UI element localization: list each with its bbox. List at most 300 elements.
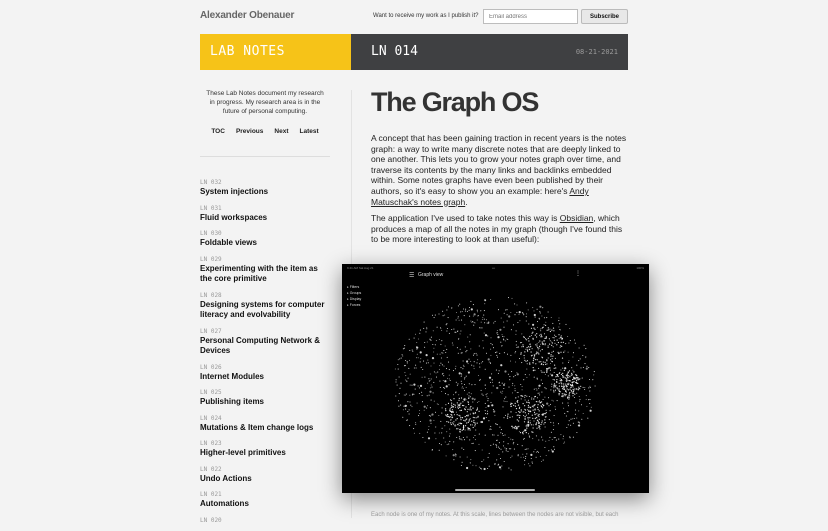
graph-node bbox=[512, 385, 513, 386]
note-title[interactable]: Fluid workspaces bbox=[200, 212, 268, 222]
graph-node bbox=[535, 363, 536, 364]
graph-node bbox=[561, 386, 562, 387]
graph-node bbox=[539, 393, 540, 394]
graph-node bbox=[490, 299, 491, 300]
graph-node bbox=[489, 377, 491, 379]
note-title[interactable]: Foldable views bbox=[200, 238, 257, 247]
graph-node bbox=[528, 323, 529, 324]
graph-node bbox=[449, 441, 450, 442]
graph-node bbox=[536, 333, 537, 334]
graph-node bbox=[446, 385, 448, 387]
divider bbox=[200, 156, 330, 157]
andy-matuschak-link[interactable]: Andy Matuschak's notes graph bbox=[371, 185, 589, 207]
graph-node bbox=[553, 330, 554, 331]
graph-node bbox=[459, 398, 460, 399]
graph-node bbox=[471, 365, 472, 366]
graph-node bbox=[482, 361, 483, 362]
graph-node bbox=[538, 388, 539, 389]
graph-node bbox=[499, 353, 500, 354]
graph-node bbox=[464, 408, 465, 409]
graph-node bbox=[428, 378, 429, 379]
graph-node bbox=[445, 441, 446, 442]
graph-node bbox=[455, 453, 456, 454]
graph-node bbox=[473, 355, 474, 356]
graph-node bbox=[442, 364, 443, 365]
graph-node bbox=[483, 459, 484, 460]
graph-view-title: Graph view bbox=[418, 272, 444, 278]
graph-node bbox=[459, 407, 460, 408]
graph-node bbox=[451, 407, 452, 408]
graph-node bbox=[566, 394, 567, 395]
graph-node bbox=[460, 403, 461, 404]
graph-node bbox=[589, 386, 590, 387]
graph-node bbox=[520, 457, 521, 458]
graph-node bbox=[580, 386, 581, 387]
graph-node bbox=[538, 349, 539, 350]
graph-node bbox=[545, 344, 546, 345]
graph-node bbox=[447, 416, 448, 417]
graph-node bbox=[497, 334, 498, 335]
latest-link[interactable]: Latest bbox=[299, 128, 319, 135]
graph-node bbox=[488, 457, 489, 458]
graph-node bbox=[453, 421, 454, 422]
list-item[interactable] bbox=[200, 255, 330, 285]
graph-node bbox=[534, 412, 535, 413]
graph-node bbox=[540, 312, 541, 313]
graph-node bbox=[533, 370, 534, 371]
graph-node bbox=[512, 383, 513, 384]
graph-node bbox=[472, 465, 473, 466]
site-brand[interactable]: Alexander Obenauer bbox=[200, 10, 295, 21]
graph-node bbox=[457, 383, 458, 384]
graph-node bbox=[528, 411, 529, 412]
graph-node bbox=[591, 407, 592, 408]
graph-node bbox=[528, 346, 529, 347]
graph-node bbox=[538, 353, 539, 354]
graph-node bbox=[523, 314, 524, 315]
list-item[interactable] bbox=[200, 414, 330, 434]
list-item[interactable] bbox=[200, 516, 330, 525]
graph-node bbox=[423, 328, 424, 329]
graph-node bbox=[537, 352, 538, 353]
graph-node bbox=[462, 401, 463, 402]
note-title[interactable]: Designing systems for computer literacy and evolvability bbox=[200, 299, 325, 319]
graph-node bbox=[487, 413, 488, 414]
graph-node bbox=[549, 338, 550, 339]
graph-node bbox=[561, 383, 562, 384]
graph-node bbox=[569, 393, 570, 394]
graph-node bbox=[453, 404, 454, 405]
graph-node bbox=[532, 332, 533, 333]
graph-node bbox=[482, 317, 483, 318]
graph-node bbox=[441, 340, 442, 341]
graph-node bbox=[586, 368, 588, 370]
graph-node bbox=[431, 378, 432, 379]
graph-node bbox=[554, 449, 555, 450]
list-item[interactable] bbox=[200, 363, 330, 383]
graph-node bbox=[496, 370, 497, 371]
graph-node bbox=[459, 405, 460, 406]
graph-node bbox=[559, 383, 560, 384]
graph-node bbox=[539, 414, 540, 415]
note-title[interactable]: Publishing items bbox=[200, 397, 265, 406]
list-item[interactable] bbox=[200, 327, 330, 357]
graph-node bbox=[513, 324, 514, 325]
graph-node bbox=[501, 465, 502, 466]
graph-node bbox=[576, 365, 577, 366]
graph-node bbox=[537, 309, 538, 310]
graph-node bbox=[517, 415, 518, 416]
note-title[interactable]: Automations bbox=[200, 499, 249, 508]
graph-node bbox=[560, 369, 561, 370]
graph-node bbox=[465, 425, 466, 426]
graph-node bbox=[398, 369, 399, 370]
graph-node bbox=[528, 309, 529, 310]
graph-node bbox=[537, 359, 538, 360]
graph-node bbox=[445, 410, 446, 411]
graph-node bbox=[395, 381, 396, 382]
graph-node bbox=[540, 344, 541, 345]
graph-node bbox=[415, 422, 416, 423]
graph-node bbox=[574, 394, 575, 395]
graph-node bbox=[529, 417, 530, 418]
graph-node bbox=[516, 408, 517, 409]
graph-node bbox=[534, 329, 535, 330]
graph-node bbox=[533, 367, 534, 368]
graph-node bbox=[456, 382, 457, 383]
graph-node bbox=[409, 360, 410, 361]
graph-node bbox=[492, 382, 493, 383]
graph-node bbox=[522, 454, 523, 455]
graph-node bbox=[461, 410, 462, 411]
graph-node bbox=[577, 383, 578, 384]
graph-node bbox=[508, 297, 509, 298]
graph-node bbox=[458, 415, 459, 416]
graph-node bbox=[485, 388, 486, 389]
graph-node bbox=[458, 400, 459, 401]
graph-node bbox=[472, 408, 473, 409]
graph-node bbox=[537, 327, 538, 328]
list-item[interactable] bbox=[200, 178, 330, 198]
graph-node bbox=[525, 361, 526, 362]
graph-node bbox=[533, 398, 534, 399]
next-link[interactable]: Next bbox=[274, 128, 289, 135]
graph-node bbox=[526, 377, 527, 378]
graph-node bbox=[568, 383, 569, 384]
graph-node bbox=[472, 424, 473, 425]
graph-node bbox=[495, 352, 496, 353]
graph-node bbox=[571, 390, 572, 391]
graph-node bbox=[399, 358, 400, 359]
graph-node bbox=[548, 368, 549, 369]
graph-node bbox=[525, 418, 526, 419]
graph-node bbox=[546, 410, 547, 411]
graph-node bbox=[468, 429, 469, 430]
graph-node bbox=[507, 339, 508, 340]
graph-node bbox=[436, 377, 437, 378]
graph-nodes bbox=[342, 264, 649, 493]
graph-node bbox=[474, 368, 475, 369]
graph-node bbox=[487, 411, 488, 412]
graph-node bbox=[533, 420, 534, 421]
graph-node bbox=[575, 414, 576, 415]
graph-node bbox=[410, 405, 411, 406]
graph-node bbox=[558, 317, 559, 318]
email-field[interactable] bbox=[483, 9, 578, 24]
graph-node bbox=[541, 335, 542, 336]
note-number: LN 021 bbox=[200, 491, 222, 498]
graph-node bbox=[586, 366, 587, 367]
graph-node bbox=[531, 424, 532, 425]
list-item[interactable] bbox=[200, 465, 330, 485]
graph-node bbox=[516, 412, 517, 413]
graph-node bbox=[503, 384, 505, 386]
graph-node bbox=[568, 405, 569, 406]
graph-node bbox=[535, 414, 536, 415]
graph-node bbox=[564, 386, 565, 387]
graph-node bbox=[539, 426, 540, 427]
graph-node bbox=[558, 353, 559, 354]
graph-node bbox=[495, 321, 496, 322]
graph-node bbox=[399, 376, 400, 377]
graph-node bbox=[568, 360, 569, 361]
graph-node bbox=[472, 398, 474, 400]
graph-node bbox=[428, 429, 429, 430]
graph-node bbox=[535, 359, 536, 360]
graph-node bbox=[408, 368, 409, 369]
graph-node bbox=[545, 343, 546, 344]
graph-node bbox=[573, 377, 574, 378]
graph-node bbox=[538, 426, 539, 427]
graph-node bbox=[564, 370, 565, 371]
note-list bbox=[200, 178, 330, 531]
graph-node bbox=[469, 419, 470, 420]
lab-notes-banner[interactable] bbox=[200, 34, 351, 70]
note-number: LN 032 bbox=[200, 179, 222, 186]
graph-node bbox=[573, 371, 574, 372]
list-item[interactable] bbox=[200, 439, 330, 459]
graph-node bbox=[420, 358, 421, 359]
graph-node bbox=[416, 347, 418, 349]
graph-node bbox=[559, 373, 560, 374]
graph-node bbox=[562, 395, 563, 396]
subscribe-button[interactable]: Subscribe bbox=[581, 9, 628, 24]
graph-node bbox=[447, 357, 448, 358]
note-title[interactable]: System injections bbox=[200, 187, 269, 196]
graph-node bbox=[550, 410, 551, 411]
graph-node bbox=[428, 362, 429, 363]
graph-node bbox=[418, 415, 419, 416]
graph-node bbox=[443, 315, 444, 316]
note-title[interactable]: Mutations & Item change logs bbox=[200, 422, 314, 432]
graph-node bbox=[418, 385, 419, 386]
graph-node bbox=[565, 384, 566, 385]
graph-node bbox=[438, 415, 439, 416]
page-title: The Graph OS bbox=[371, 87, 539, 117]
graph-node bbox=[483, 395, 484, 396]
graph-node bbox=[445, 404, 446, 405]
list-item[interactable] bbox=[200, 291, 330, 321]
graph-node bbox=[499, 442, 500, 443]
graph-node bbox=[442, 311, 443, 312]
note-title[interactable]: Undo Actions bbox=[200, 473, 252, 483]
graph-node bbox=[505, 309, 506, 310]
graph-node bbox=[544, 397, 545, 398]
graph-node bbox=[558, 390, 559, 391]
graph-node bbox=[450, 411, 451, 412]
graph-node bbox=[549, 419, 550, 420]
list-item[interactable] bbox=[200, 490, 330, 510]
graph-node bbox=[461, 397, 462, 398]
graph-node bbox=[453, 423, 454, 424]
graph-node bbox=[533, 410, 534, 411]
graph-node bbox=[457, 428, 458, 429]
graph-node bbox=[522, 389, 523, 390]
graph-node bbox=[560, 345, 561, 346]
graph-node bbox=[508, 387, 509, 388]
graph-node bbox=[536, 336, 537, 337]
graph-node bbox=[444, 388, 445, 389]
note-title[interactable]: Personal Computing Network & Devices bbox=[200, 335, 321, 355]
graph-node bbox=[544, 372, 545, 373]
graph-node bbox=[449, 436, 450, 437]
graph-node bbox=[574, 339, 575, 340]
graph-node bbox=[517, 444, 518, 445]
graph-node bbox=[470, 407, 471, 408]
graph-node bbox=[459, 404, 460, 405]
graph-node bbox=[525, 349, 526, 350]
note-title[interactable]: Experimenting with the item as the core primitive bbox=[200, 263, 318, 283]
graph-node bbox=[485, 413, 486, 414]
graph-node bbox=[510, 404, 511, 405]
graph-node bbox=[493, 385, 494, 386]
graph-node bbox=[548, 357, 549, 358]
graph-node bbox=[406, 380, 407, 381]
graph-node bbox=[563, 436, 564, 437]
graph-node bbox=[568, 342, 569, 343]
graph-node bbox=[440, 328, 441, 329]
graph-node bbox=[493, 410, 495, 412]
graph-node bbox=[557, 340, 558, 341]
graph-node bbox=[570, 380, 571, 381]
graph-node bbox=[425, 388, 426, 389]
graph-node bbox=[488, 398, 489, 399]
graph-node bbox=[553, 346, 554, 347]
graph-node bbox=[441, 432, 442, 433]
graph-node bbox=[551, 345, 552, 346]
graph-node bbox=[551, 352, 552, 353]
graph-node bbox=[533, 339, 534, 340]
graph-node bbox=[470, 361, 471, 362]
graph-node bbox=[545, 322, 546, 323]
graph-node bbox=[477, 407, 478, 408]
graph-node bbox=[520, 342, 521, 343]
graph-node bbox=[469, 316, 470, 317]
graph-node bbox=[500, 468, 501, 469]
note-title[interactable]: Internet Modules bbox=[200, 371, 265, 381]
graph-node bbox=[444, 425, 445, 426]
graph-node bbox=[535, 317, 536, 318]
note-title[interactable]: Higher-level primitives bbox=[200, 448, 286, 457]
previous-link[interactable]: Previous bbox=[235, 128, 264, 135]
filter-item: ▸ Forces bbox=[347, 302, 361, 308]
graph-node bbox=[588, 399, 589, 400]
graph-node bbox=[536, 345, 537, 346]
graph-node bbox=[405, 409, 406, 410]
graph-node bbox=[475, 429, 476, 430]
graph-node bbox=[475, 465, 476, 466]
graph-node bbox=[537, 397, 538, 398]
list-item[interactable] bbox=[200, 229, 330, 249]
graph-node bbox=[453, 329, 454, 330]
graph-node bbox=[525, 395, 526, 396]
graph-node bbox=[479, 467, 480, 468]
graph-node bbox=[446, 421, 447, 422]
graph-node bbox=[538, 342, 539, 343]
graph-node bbox=[457, 406, 458, 407]
graph-node bbox=[554, 372, 555, 373]
graph-node bbox=[565, 395, 566, 396]
graph-node bbox=[446, 455, 447, 456]
graph-node bbox=[496, 332, 497, 333]
graph-node bbox=[424, 406, 426, 408]
graph-node bbox=[463, 308, 464, 309]
graph-node bbox=[499, 427, 500, 428]
graph-node bbox=[527, 417, 528, 418]
graph-node bbox=[504, 461, 505, 462]
graph-node bbox=[437, 354, 438, 355]
graph-node bbox=[462, 386, 463, 387]
graph-node bbox=[556, 440, 557, 441]
graph-node bbox=[521, 362, 522, 363]
graph-node bbox=[476, 410, 477, 411]
graph-node bbox=[506, 450, 507, 451]
obsidian-paragraph bbox=[371, 213, 628, 245]
graph-node bbox=[463, 365, 464, 366]
graph-node bbox=[469, 341, 470, 342]
graph-node bbox=[523, 403, 524, 404]
graph-node bbox=[569, 436, 570, 437]
list-item[interactable] bbox=[200, 204, 330, 224]
list-item[interactable] bbox=[200, 388, 330, 408]
graph-node bbox=[445, 393, 446, 394]
graph-node bbox=[459, 372, 461, 374]
obsidian-link[interactable]: Obsidian bbox=[559, 213, 594, 223]
graph-node bbox=[462, 368, 463, 369]
graph-node bbox=[462, 462, 463, 463]
toc-link[interactable]: TOC bbox=[211, 128, 225, 135]
graph-node bbox=[569, 370, 570, 371]
graph-node bbox=[528, 426, 529, 427]
graph-node bbox=[527, 409, 528, 410]
graph-node bbox=[579, 396, 580, 397]
graph-node bbox=[519, 431, 520, 432]
graph-node bbox=[468, 359, 469, 360]
graph-node bbox=[565, 385, 566, 386]
graph-node bbox=[529, 396, 530, 397]
home-indicator bbox=[455, 489, 535, 491]
graph-node bbox=[542, 404, 543, 405]
graph-node bbox=[457, 330, 458, 331]
graph-node bbox=[578, 424, 580, 426]
graph-node bbox=[544, 338, 545, 339]
graph-node bbox=[571, 367, 572, 368]
graph-node bbox=[573, 378, 574, 379]
graph-node bbox=[422, 401, 423, 402]
graph-node bbox=[436, 340, 437, 341]
graph-node bbox=[455, 419, 456, 420]
graph-node bbox=[586, 406, 587, 407]
